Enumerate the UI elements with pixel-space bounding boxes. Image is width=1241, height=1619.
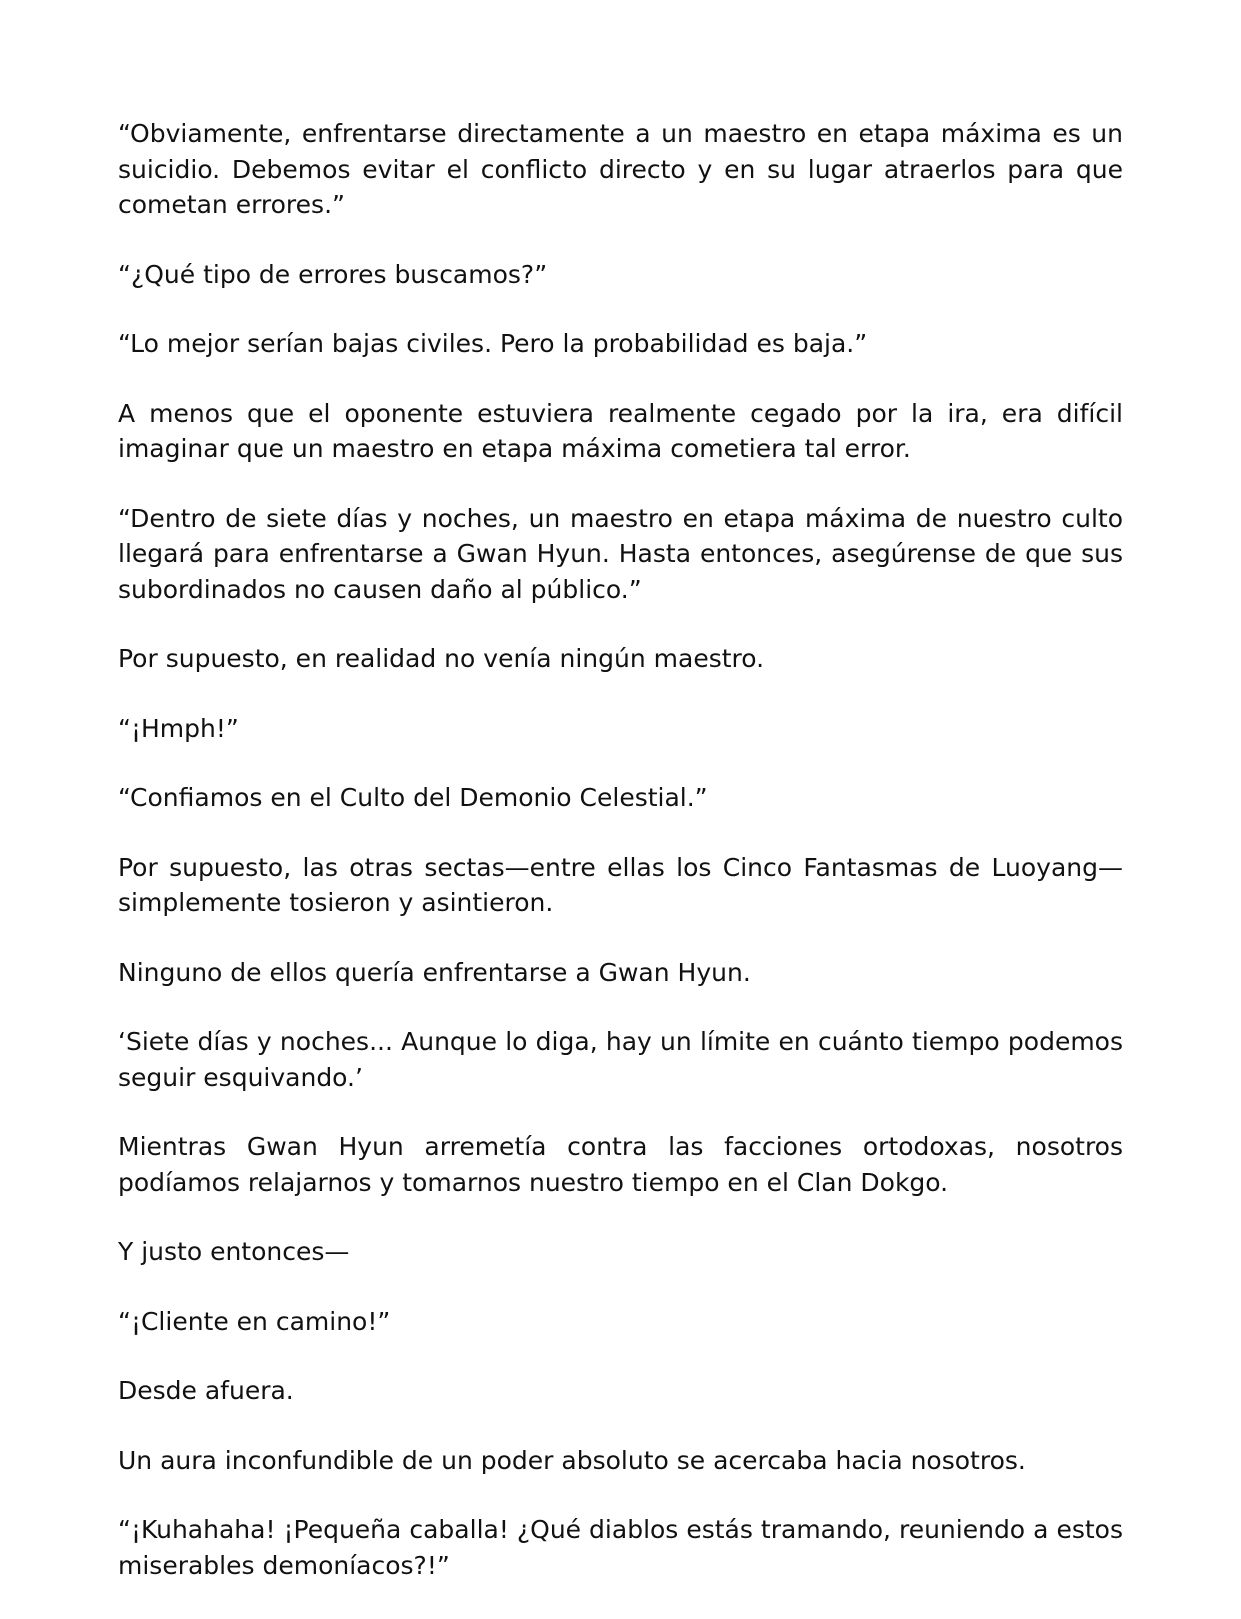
paragraph: “¡Cliente en camino!” [118,1306,391,1336]
paragraph: “Dentro de siete días y noches, un maestro en etapa máxima de nuestro culto llegará para enfrentarse a Gwan Hyun. Hasta entonces, asegúrense de que sus subordinados no causen daño al público.” [118,503,1123,604]
paragraph: Por supuesto, en realidad no venía ningún maestro. [118,644,765,673]
document-body [118,116,1123,1617]
paragraph: Y justo entonces— [118,1237,350,1266]
paragraph: Ninguno de ellos quería enfrentarse a Gwan Hyun. [118,957,751,987]
paragraph: “Lo mejor serían bajas civiles. Pero la probabilidad es baja.” [118,329,868,358]
paragraph: Por supuesto, las otras sectas—entre ellas los Cinco Fantasmas de Luoyang—simplemente tosieron y asintieron. [118,852,1123,917]
paragraph: “¡Hmph!” [118,713,239,743]
paragraph: Mientras Gwan Hyun arremetía contra las facciones ortodoxas, nosotros podíamos relajarnos y tomarnos nuestro tiempo en el Clan Dokgo. [118,1132,1123,1197]
paragraph: ‘Siete días y noches... Aunque lo diga, hay un límite en cuánto tiempo podemos seguir esquivando.’ [118,1027,1123,1092]
paragraph: Un aura inconfundible de un poder absoluto se acercaba hacia nosotros. [118,1445,1026,1475]
paragraph: Desde afuera. [118,1376,294,1405]
paragraph: “¿Qué tipo de errores buscamos?” [118,259,548,289]
paragraph: A menos que el oponente estuviera realmente cegado por la ira, era difícil imaginar que un maestro en etapa máxima cometiera tal error. [118,398,1123,463]
paragraph: “Obviamente, enfrentarse directamente a un maestro en etapa máxima es un suicidio. Debemos evitar el conflicto directo y en su lugar atraerlos para que cometan errores.” [118,119,1123,219]
paragraph: “Confiamos en el Culto del Demonio Celestial.” [118,783,708,812]
paragraph: “¡Kuhahaha! ¡Pequeña caballa! ¿Qué diablos estás tramando, reuniendo a estos miserables demoníacos?!” [118,1515,1123,1580]
